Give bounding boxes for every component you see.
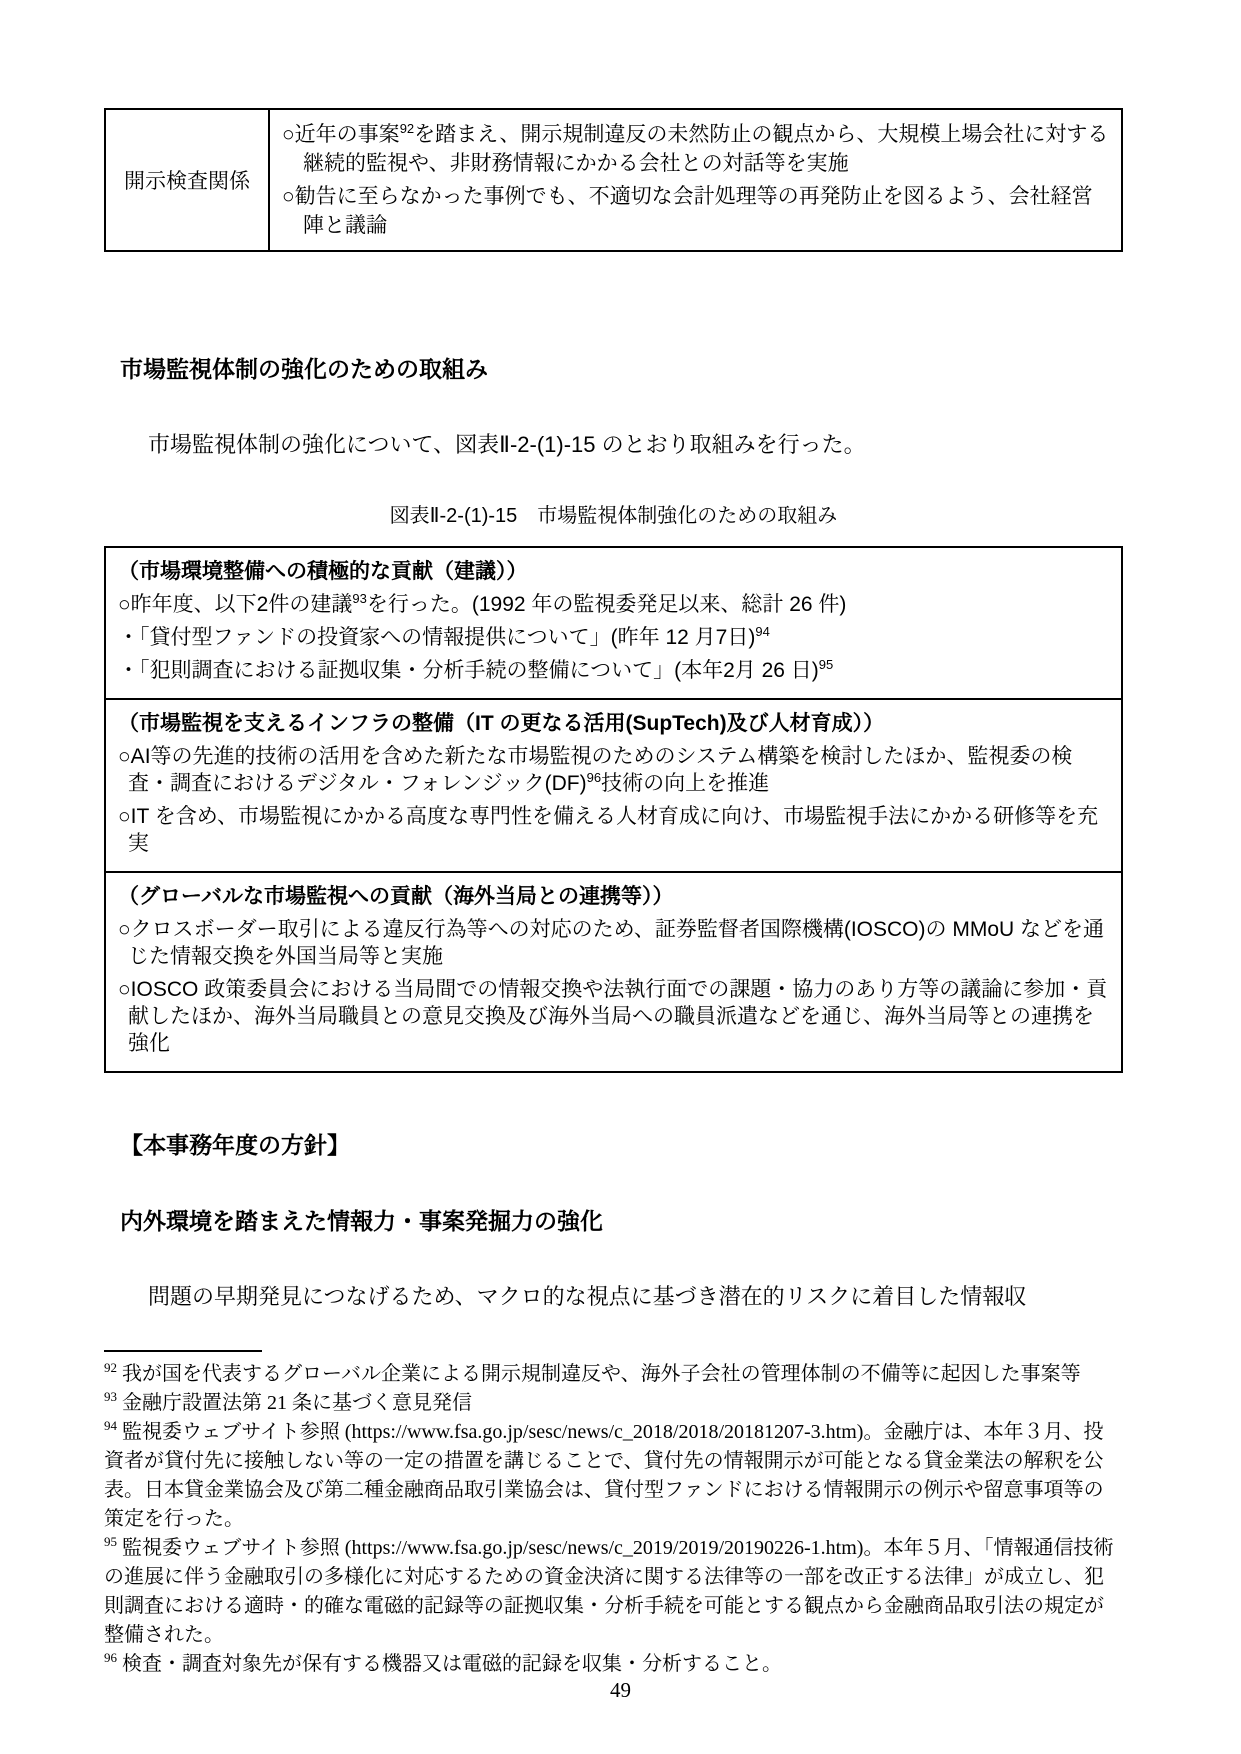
footnote-95-text: 監視委ウェブサイト参照 (https://www.fsa.go.jp/sesc/news/c_2019/2019/20190226-1.htm)。本年５月、「情報通信技術の進展に伴う金融取引の多様化に対応するための資金決済に関する法律等の一部を改正する法律」が成立し、犯則調査における適時・的確な電磁的記録等の証拠収集・分析手続を可能とする観点から金融商品取引法の規定が整備された。 (104, 1537, 1114, 1646)
figure-box-section-2-bullet-2: ○IT を含め、市場監視にかかる高度な専門性を備える人材育成に向け、市場監視手法にかかる研修等を充実 (118, 805, 1099, 855)
figure-box-section-1-heading: （市場環境整備への積極的な貢献（建議）） (118, 560, 528, 583)
footnote-92-number: 92 (104, 1360, 117, 1376)
footnote-92 (104, 1360, 1123, 1389)
figure-box-section-1-subitem-1 (118, 624, 1109, 651)
footnote-94-text: 監視委ウェブサイト参照 (https://www.fsa.go.jp/sesc/news/c_2018/2018/20181207-3.htm)。金融庁は、本年３月、投資者が貸付先に接触しない等の一定の措置を講じることで、貸付先の情報開示が可能となる貸金業法の解釈を公表。日本貸金業協会及び第二種金融商品取引業協会は、貸付型ファンドにおける情報開示の例示や留意事項等の策定を行った。 (104, 1421, 1104, 1530)
figure-box-section-1-bullet (118, 591, 1109, 618)
footnote-96-text: 検査・調査対象先が保有する機器又は電磁的記録を収集・分析すること。 (122, 1653, 782, 1675)
table-bullet-1-text: ○近年の事案 (282, 123, 400, 146)
figure-box-section-3 (106, 871, 1121, 1071)
figure-box-section-1-subitem-2 (118, 657, 1109, 684)
intro-paragraph: 市場監視体制の強化について、図表Ⅱ-2-(1)-15 のとおり取組みを行った。 (148, 432, 866, 457)
table-row (105, 109, 1122, 251)
table-bullet-2: ○勧告に至らなかった事例でも、不適切な会計処理等の再発防止を図るよう、会社経営陣と議論 (282, 185, 1093, 237)
bullet-text: ○昨年度、以下2件の建議 (118, 593, 353, 616)
footnote-divider (104, 1350, 262, 1352)
bullet-text-cont: 技術の向上を推進 (601, 772, 770, 795)
footnote-93-number: 93 (104, 1389, 117, 1405)
figure-box-section-2-bullet-1 (118, 743, 1109, 797)
disclosure-inspection-table (104, 108, 1123, 252)
footnote-96-number: 96 (104, 1650, 117, 1666)
policy-subtitle: 内外環境を踏まえた情報力・事案発掘力の強化 (120, 1208, 603, 1234)
section-heading: 市場監視体制の強化のための取組み (120, 356, 488, 382)
figure-box-section-2-heading: （市場監視を支えるインフラの整備（IT の更なる活用(SupTech)及び人材育成）） (118, 712, 885, 735)
table-bullet-1-text-cont: を踏まえ、開示規制違反の未然防止の観点から、大規模上場会社に対する継続的監視や、非財務情報にかかる会社との対話等を実施 (303, 123, 1109, 175)
footnote-94 (104, 1418, 1123, 1534)
page-content (0, 108, 1241, 1679)
figure-box-section-3-bullet-2: ○IOSCO 政策委員会における当局間での情報交換や法執行面での課題・協力のあり方等の議論に参加・貢献したほか、海外当局職員との意見交換及び海外当局への職員派遣などを通じ、海外当局等との連携を強化 (118, 978, 1108, 1055)
bullet-text: ○AI等の先進的技術の活用を含めた新たな市場監視のためのシステム構築を検討したほか、監視委の検査・調査におけるデジタル・フォレンジック(DF) (118, 745, 1073, 795)
subitem-text: ・「犯則調査における証拠収集・分析手続の整備について」(本年2月 26 日) (118, 659, 819, 682)
footnotes (104, 1360, 1123, 1679)
footnote-95 (104, 1534, 1123, 1650)
bullet-text-cont: を行った。(1992 年の監視委発足以来、総計 26 件) (366, 593, 847, 616)
footnote-94-number: 94 (104, 1418, 117, 1434)
table-row-label: 開示検査関係 (105, 109, 269, 251)
figure-box-section-3-heading: （グローバルな市場監視への貢献（海外当局との連携等）） (118, 885, 674, 908)
footnote-ref-94: 94 (755, 624, 770, 639)
footnote-92-text: 我が国を代表するグローバル企業による開示規制違反や、海外子会社の管理体制の不備等に起因した事案等 (122, 1363, 1081, 1385)
footnote-ref-92: 92 (399, 121, 415, 136)
figure-box-section-1 (106, 548, 1121, 698)
figure-box-section-3-bullet-1: ○クロスボーダー取引による違反行為等への対応のため、証券監督者国際機構(IOSCO)の MMoU などを通じた情報交換を外国当局等と実施 (118, 918, 1105, 968)
figure-caption: 図表Ⅱ-2-(1)-15 市場監視体制強化のための取組み (389, 505, 838, 527)
footnote-96 (104, 1650, 1123, 1679)
policy-title: 【本事務年度の方針】 (120, 1132, 350, 1158)
figure-box (104, 546, 1123, 1073)
footnote-ref-93: 93 (352, 591, 367, 606)
figure-box-section-2 (106, 698, 1121, 871)
policy-paragraph: 問題の早期発見につなげるため、マクロ的な視点に基づき潜在的リスクに着目した情報収 (148, 1284, 1027, 1309)
footnote-ref-95: 95 (818, 657, 834, 672)
table-row-body (269, 109, 1122, 251)
footnote-93-text: 金融庁設置法第 21 条に基づく意見発信 (122, 1392, 472, 1414)
footnote-93 (104, 1389, 1123, 1418)
subitem-text: ・「貸付型ファンドの投資家への情報提供について」(昨年 12 月7日) (118, 626, 756, 649)
footnote-ref-96: 96 (586, 770, 602, 785)
footnote-95-number: 95 (104, 1534, 117, 1550)
table-bullet-1 (282, 120, 1109, 178)
page-number: 49 (610, 1678, 631, 1702)
